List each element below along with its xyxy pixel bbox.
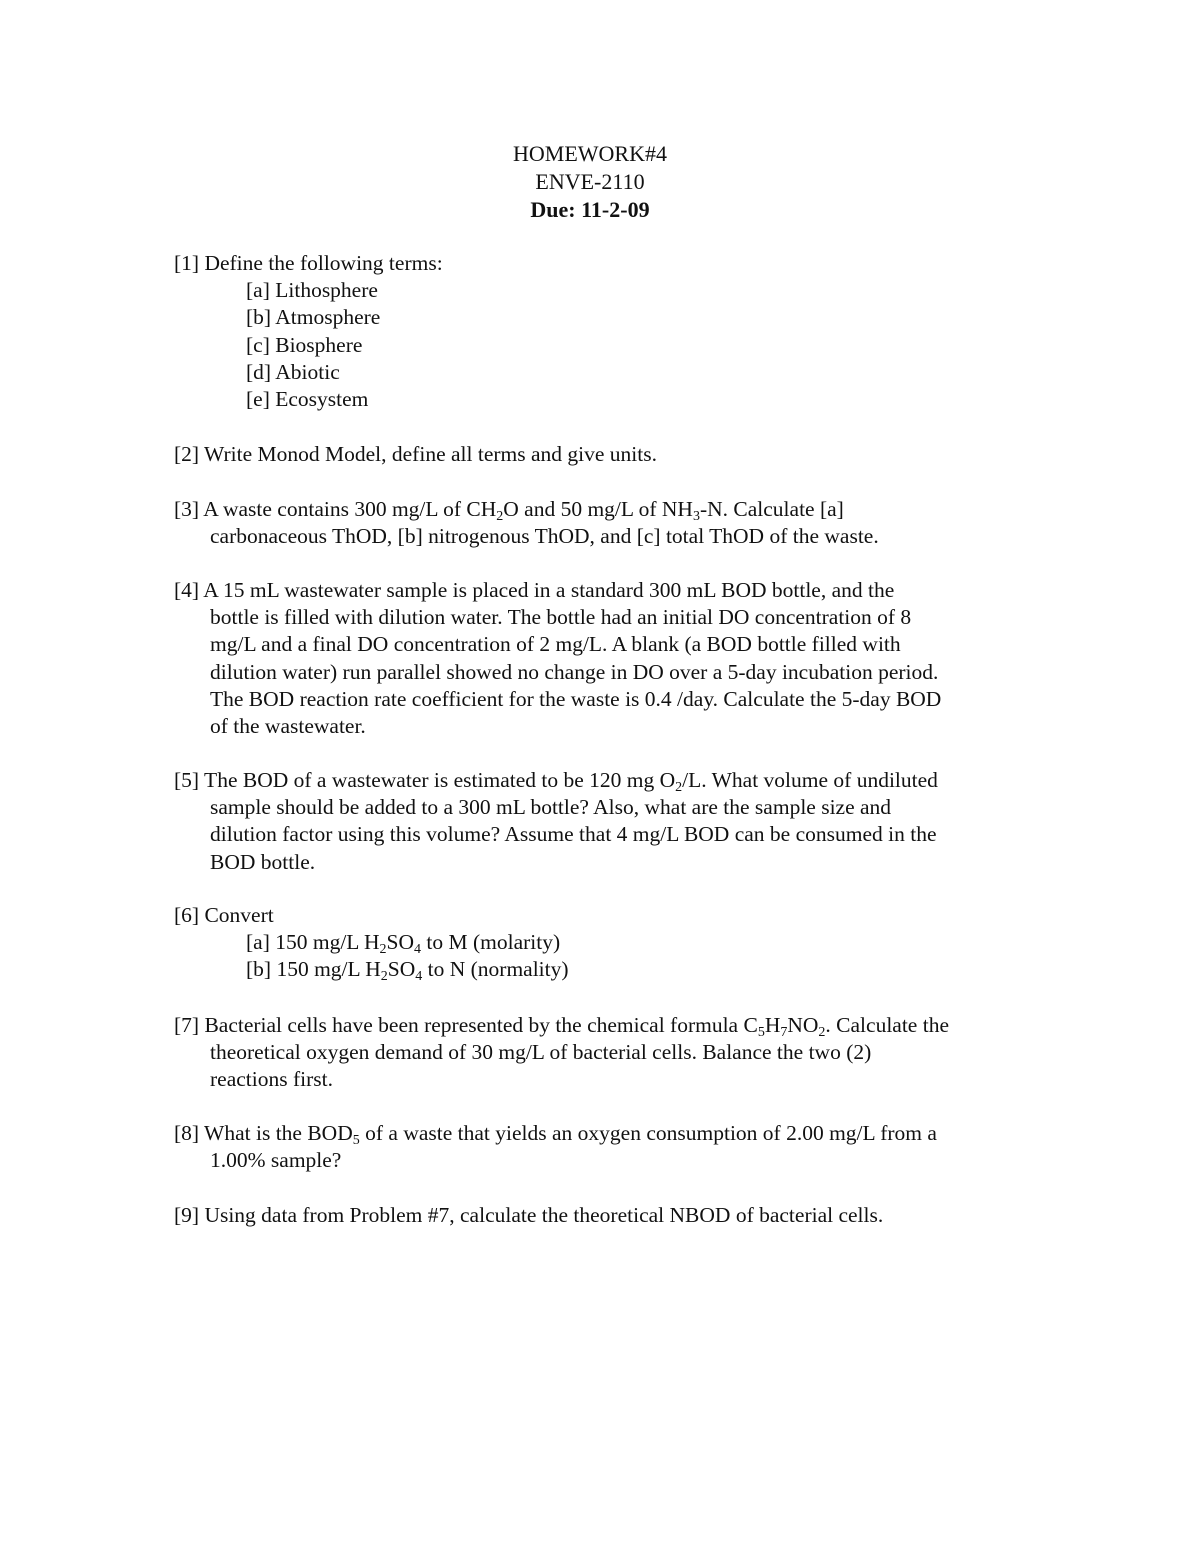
due-date: Due: 11-2-09 bbox=[530, 197, 650, 222]
question-8-line-1: [8] What is the $BOD_5$ of a waste that yields an oxygen consumption of 2.00 mg/L from a bbox=[174, 1121, 937, 1148]
question-3 bbox=[174, 496, 1034, 550]
question-4-line: [4] A 15 mL wastewater sample is placed in a standard 300 mL BOD bottle, and the bbox=[174, 578, 895, 602]
question-7-line: reactions first. bbox=[210, 1067, 333, 1092]
question-7-line-1: [7] Bacterial cells have been represented by the chemical formula $C_5H_7NO_2$. Calculate the bbox=[174, 1013, 949, 1040]
question-4-line: dilution water) run parallel showed no change in DO over a 5-day incubation period. bbox=[210, 659, 939, 684]
question-8-line-2: 1.00% sample? bbox=[210, 1148, 342, 1173]
question-6-text: [6] Convert bbox=[174, 903, 274, 927]
term-item: [e] Ecosystem bbox=[246, 387, 369, 412]
question-3-line-1: [3] A waste contains 300 mg/L of $CH_2O$ and 50 mg/L of $NH_3-N$. Calculate [a] bbox=[174, 497, 844, 524]
question-9 bbox=[174, 1202, 1034, 1229]
question-4 bbox=[174, 577, 1034, 740]
question-2-text: [2] Write Monod Model, define all terms and give units. bbox=[174, 442, 657, 466]
question-7 bbox=[174, 1012, 1034, 1094]
homework-title: HOMEWORK#4 bbox=[513, 141, 667, 166]
question-3-line-2: carbonaceous ThOD, [b] nitrogenous ThOD, and [c] total ThOD of the waste. bbox=[210, 524, 879, 549]
term-item: [b] Atmosphere bbox=[246, 305, 381, 330]
convert-item-a: [a] 150 mg/L $H_2SO_4$ to M (molarity) bbox=[246, 930, 561, 958]
term-item: [a] Lithosphere bbox=[246, 278, 378, 303]
question-9-text: [9] Using data from Problem #7, calculate the theoretical NBOD of bacterial cells. bbox=[174, 1203, 884, 1227]
question-1 bbox=[174, 250, 1034, 413]
convert-item-b: [b] 150 mg/L $H_2SO_4$ to N (normality) bbox=[246, 957, 569, 985]
term-item: [d] Abiotic bbox=[246, 359, 340, 384]
question-4-line: bottle is filled with dilution water. The bottle had an initial DO concentration of 8 bbox=[210, 605, 912, 630]
question-7-line: theoretical oxygen demand of 30 mg/L of bacterial cells. Balance the two (2) bbox=[210, 1040, 872, 1065]
question-4-line: mg/L and a final DO concentration of 2 mg/L. A blank (a BOD bottle filled with bbox=[210, 632, 901, 657]
question-5-line: BOD bottle. bbox=[210, 849, 316, 874]
question-5-line: sample should be added to a 300 mL bottle? Also, what are the sample size and bbox=[210, 795, 892, 820]
question-4-line: of the wastewater. bbox=[210, 714, 366, 739]
document-header bbox=[0, 140, 1180, 224]
question-5-line-1: [5] The BOD of a wastewater is estimated to be 120 mg $O_2/L$. What volume of undiluted bbox=[174, 768, 938, 795]
question-1-text: [1] Define the following terms: bbox=[174, 251, 443, 275]
question-6 bbox=[174, 902, 1034, 984]
question-8 bbox=[174, 1120, 1034, 1174]
course-code: ENVE-2110 bbox=[535, 169, 645, 194]
question-2 bbox=[174, 441, 1034, 468]
question-5-line: dilution factor using this volume? Assume that 4 mg/L BOD can be consumed in the bbox=[210, 822, 937, 847]
question-4-line: The BOD reaction rate coefficient for the waste is 0.4 /day. Calculate the 5-day BOD bbox=[210, 686, 942, 711]
term-item: [c] Biosphere bbox=[246, 332, 363, 357]
question-5 bbox=[174, 767, 1034, 876]
